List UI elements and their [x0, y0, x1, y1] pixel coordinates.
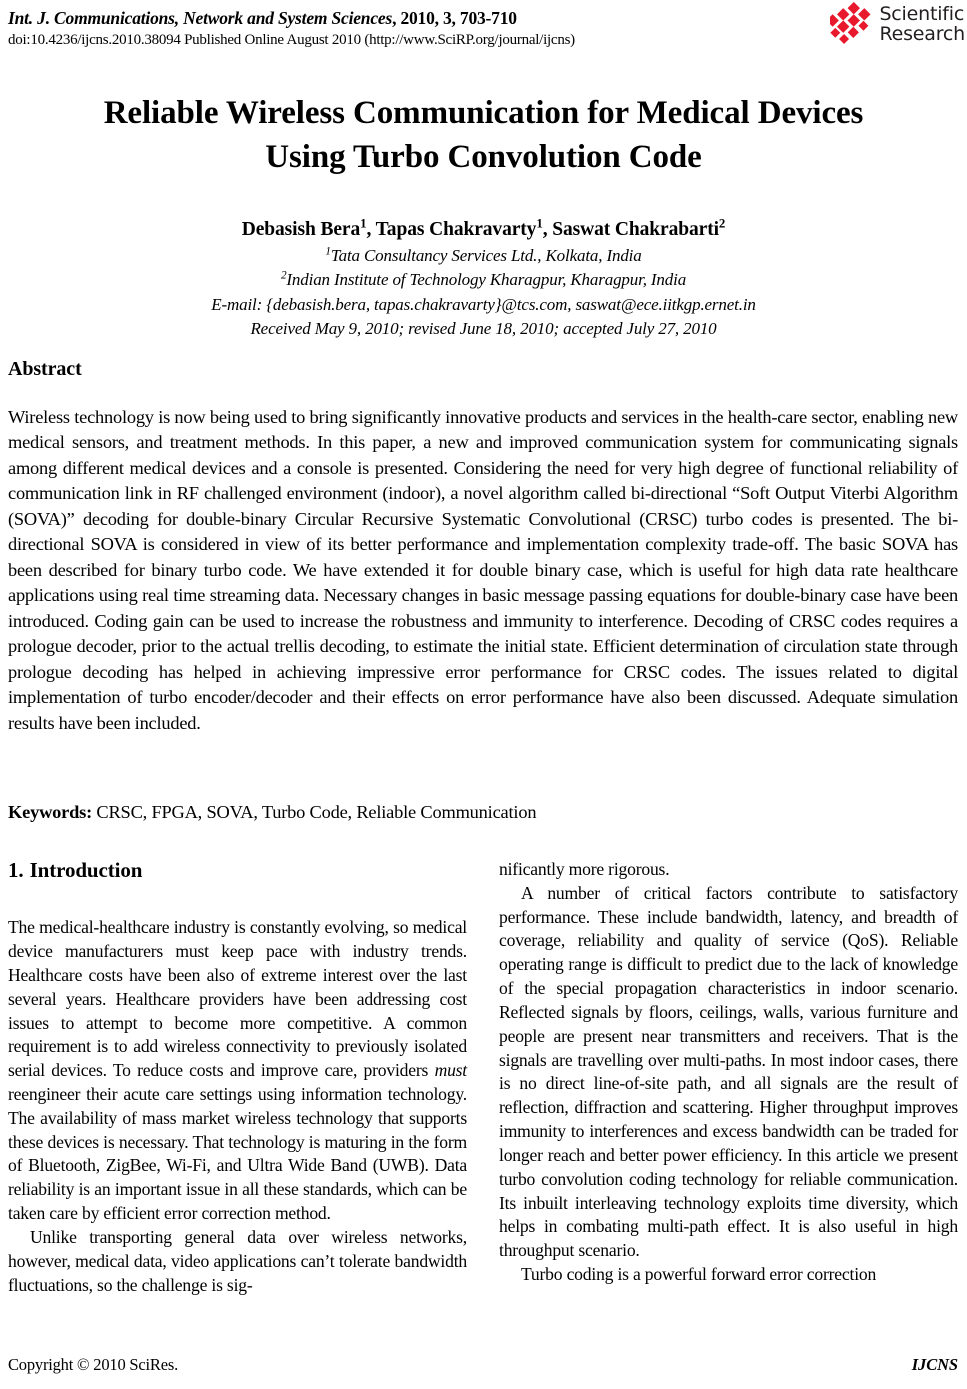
- authors-block: [40, 216, 927, 341]
- doi-line: doi:10.4236/ijcns.2010.38094 Published Online August 2010 (http://www.SciRP.org/journal/ijcns): [8, 31, 575, 48]
- author-2-name: , Tapas Chakravarty: [366, 219, 537, 240]
- emphasis-must: must: [434, 1060, 467, 1081]
- section-number: 1.: [8, 858, 24, 882]
- author-3-name: , Saswat Chakrabarti: [542, 219, 719, 240]
- body-column-right: [499, 858, 958, 1338]
- journal-issue: , 2010, 3, 703-710: [392, 8, 517, 28]
- keywords-line: [8, 800, 958, 825]
- author-emails: E-mail: {debasish.bera, tapas.chakravarty}@tcs.com, saswat@ece.iitkgp.ernet.in: [211, 294, 756, 314]
- journal-citation-line: [8, 8, 848, 30]
- author-1-name: Debasish Bera: [241, 219, 361, 240]
- journal-name: Int. J. Communications, Network and System Sciences: [8, 8, 393, 28]
- abstract-text: Wireless technology is now being used to bring significantly innovative products and services in the health-care sector, enabling new medical sensors, and treatment methods. In this paper, a new and improved communication system for communicating signals among different medical devices and a console is presented. Considering the need for very high degree of functional reliability of communication link in RF challenged environment (indoor), a novel algorithm called bi-directional “Soft Output Viterbi Algorithm (SOVA)” decoding for double-binary Circular Recursive Systematic Convolutional (CRSC) turbo codes is presented. The bi-directional SOVA is considered in view of its better performance and implementation complexity trade-off. The basic SOVA has been described for binary turbo code. We have extended it for double binary case, which is useful for high data rate healthcare applications using real time streaming data. Necessary changes in basic message passing equations for double-binary case have been introduced. Coding gain can be used to increase the robustness and immunity to interference. Decoding of CRSC codes requires a prologue decoder, prior to the actual trellis decoding, to estimate the initial state. Efficient determination of circulation state through prologue decoding has helped in achieving impressive error performance for CRSC codes. The issues related to digital implementation of turbo encoder/decoder and their effects on error performance have also been discussed. Adequate simulation results have been included.: [8, 407, 958, 733]
- journal-header: [8, 8, 848, 50]
- author-3-affiliation-marker: 2: [718, 216, 726, 231]
- body-columns: [8, 858, 958, 1338]
- paragraph: Unlike transporting general data over wireless networks, however, medical data, video applications can’t tolerate bandwidth fluctuations, so the challenge is sig-: [8, 1226, 467, 1295]
- section-heading-introduction: [8, 858, 467, 883]
- paragraph: A number of critical factors contribute to satisfactory performance. These include bandwidth, latency, and breadth of coverage, reliability and quality of service (QoS). Reliable operating range is difficult to predict due to the lack of knowledge of the special propagation characteristics in indoor scenario. Reflected signals by floors, ceilings, walls, various furniture and people are present near transmitters and receivers. That is the signals are travelling over multi-paths. In most indoor cases, there is no direct line-of-site path, and all signals are the result of reflection, diffraction and scattering. Higher throughput improves immunity to interferences and excess bandwidth can be traded for longer reach and better power efficiency. In this article we present turbo convolution coding technology for reliable communication. Its inbuilt interleaving technology exploits time diversity, which helps in combating multi-path effect. It is also useful in high throughput scenario.: [499, 882, 958, 1261]
- paper-title-line1: Reliable Wireless Communication for Medical Devices: [103, 95, 864, 131]
- copyright-notice: Copyright © 2010 SciRes.: [8, 1355, 178, 1374]
- author-names: [40, 216, 927, 244]
- journal-abbreviation: IJCNS: [911, 1355, 958, 1374]
- section-title: Introduction: [29, 858, 143, 882]
- paragraph: [8, 916, 467, 1226]
- affiliation-1-text: Tata Consultancy Services Ltd., Kolkata, India: [330, 246, 642, 266]
- paragraph: nificantly more rigorous.: [499, 859, 670, 879]
- paper-title: [40, 92, 927, 180]
- paragraph: Turbo coding is a powerful forward error correction: [521, 1264, 877, 1285]
- author-2-affiliation-marker: 1: [536, 216, 543, 231]
- paragraph-part: reengineer their acute care settings using information technology. The availability of mass market wireless technology that supports these devices is necessary. That technology is maturing in the form of Bluetooth, ZigBee, Wi-Fi, and Ultra Wide Band (UWB). Data reliability is an important issue in all these standards, which can be taken care by efficient error correction method.: [8, 1083, 467, 1224]
- scientific-research-diamond-icon: [830, 2, 874, 46]
- affiliation-2-text: Indian Institute of Technology Kharagpur, Kharagpur, India: [286, 270, 687, 290]
- title-block: [40, 92, 927, 180]
- affiliation-2-marker: 2: [280, 269, 287, 282]
- affiliation-1: [40, 244, 927, 268]
- body-column-left: [8, 858, 467, 1338]
- affiliation-2: [40, 268, 927, 292]
- author-1-affiliation-marker: 1: [360, 216, 367, 231]
- affiliation-1-marker: 1: [325, 245, 331, 258]
- paragraph-part: The medical-healthcare industry is constantly evolving, so medical device manufacturers must keep pace with industry trends. Healthcare costs have been also of extreme interest over the last several years. Healthcare providers have been addressing cost issues to attempt to become more competitive. A common requirement is to add wireless connectivity to previously isolated serial devices. To reduce costs and improve care, providers: [8, 917, 467, 1081]
- submission-dates: Received May 9, 2010; revised June 18, 2010; accepted July 27, 2010: [250, 318, 717, 338]
- abstract-heading: Abstract: [8, 358, 82, 380]
- publisher-logo: [830, 2, 965, 46]
- publisher-name-line1: Scientific: [879, 2, 965, 25]
- keywords-value: CRSC, FPGA, SOVA, Turbo Code, Reliable Communication: [96, 802, 537, 822]
- paper-title-line2: Using Turbo Convolution Code: [265, 138, 702, 175]
- publisher-name: [879, 4, 965, 44]
- keywords-label: Keywords:: [8, 802, 93, 822]
- publisher-name-line2: Research: [879, 23, 965, 45]
- page-footer: [8, 1355, 958, 1375]
